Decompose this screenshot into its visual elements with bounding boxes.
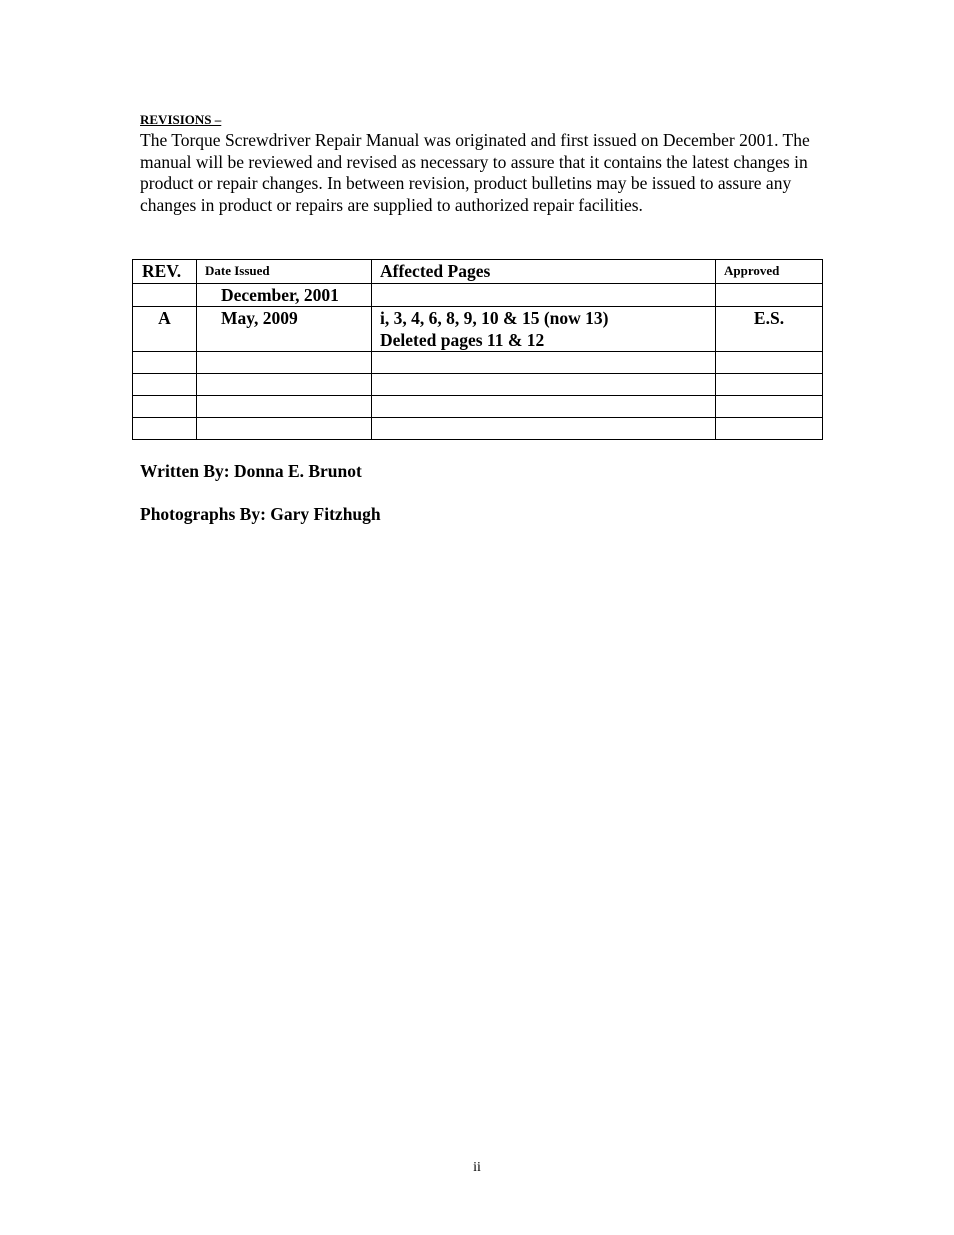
cell-rev: [133, 396, 197, 418]
cell-rev: [133, 284, 197, 307]
intro-paragraph: The Torque Screwdriver Repair Manual was originated and first issued on December 2001. The manual will be reviewed and revised as necessary to assure that it contains the latest changes in product or repair changes. In between revision, product bulletins may be issued to assure any changes in product or repairs are supplied to authorized repair facilities.: [140, 130, 810, 215]
cell-affected-pages: [372, 352, 716, 374]
cell-affected-pages: [372, 396, 716, 418]
affected-pages-line: Deleted pages 11 & 12: [380, 330, 545, 350]
affected-pages-line: i, 3, 4, 6, 8, 9, 10 & 15 (now 13): [380, 308, 609, 328]
cell-date-issued: [197, 418, 372, 440]
table-row: [133, 374, 823, 396]
cell-rev: [133, 418, 197, 440]
table-row: [133, 307, 823, 352]
cell-approved: [716, 418, 823, 440]
cell-date-issued: May, 2009: [197, 307, 372, 352]
revisions-heading: REVISIONS –: [140, 112, 222, 127]
cell-rev: [133, 352, 197, 374]
cell-affected-pages: [372, 418, 716, 440]
cell-approved: [716, 374, 823, 396]
cell-rev: A: [133, 307, 197, 352]
table-row: [133, 284, 823, 307]
table-row: [133, 352, 823, 374]
table-row: [133, 418, 823, 440]
header-date-issued: Date Issued: [197, 260, 372, 284]
header-affected-pages: Affected Pages: [372, 260, 716, 284]
cell-approved: [716, 396, 823, 418]
cell-approved: E.S.: [716, 307, 823, 352]
cell-affected-pages: [372, 374, 716, 396]
cell-date-issued: December, 2001: [197, 284, 372, 307]
page-number: ii: [473, 1160, 481, 1175]
cell-date-issued: [197, 352, 372, 374]
cell-affected-pages: [372, 307, 716, 352]
cell-affected-pages: [372, 284, 716, 307]
cell-approved: [716, 284, 823, 307]
table-row: [133, 396, 823, 418]
table-header-row: [133, 260, 823, 284]
cell-approved: [716, 352, 823, 374]
cell-date-issued: [197, 396, 372, 418]
photographs-by: Photographs By: Gary Fitzhugh: [140, 504, 381, 524]
header-approved: Approved: [716, 260, 823, 284]
written-by: Written By: Donna E. Brunot: [140, 461, 362, 481]
header-rev: REV.: [133, 260, 197, 284]
cell-date-issued: [197, 374, 372, 396]
revisions-table: [132, 259, 823, 440]
cell-rev: [133, 374, 197, 396]
